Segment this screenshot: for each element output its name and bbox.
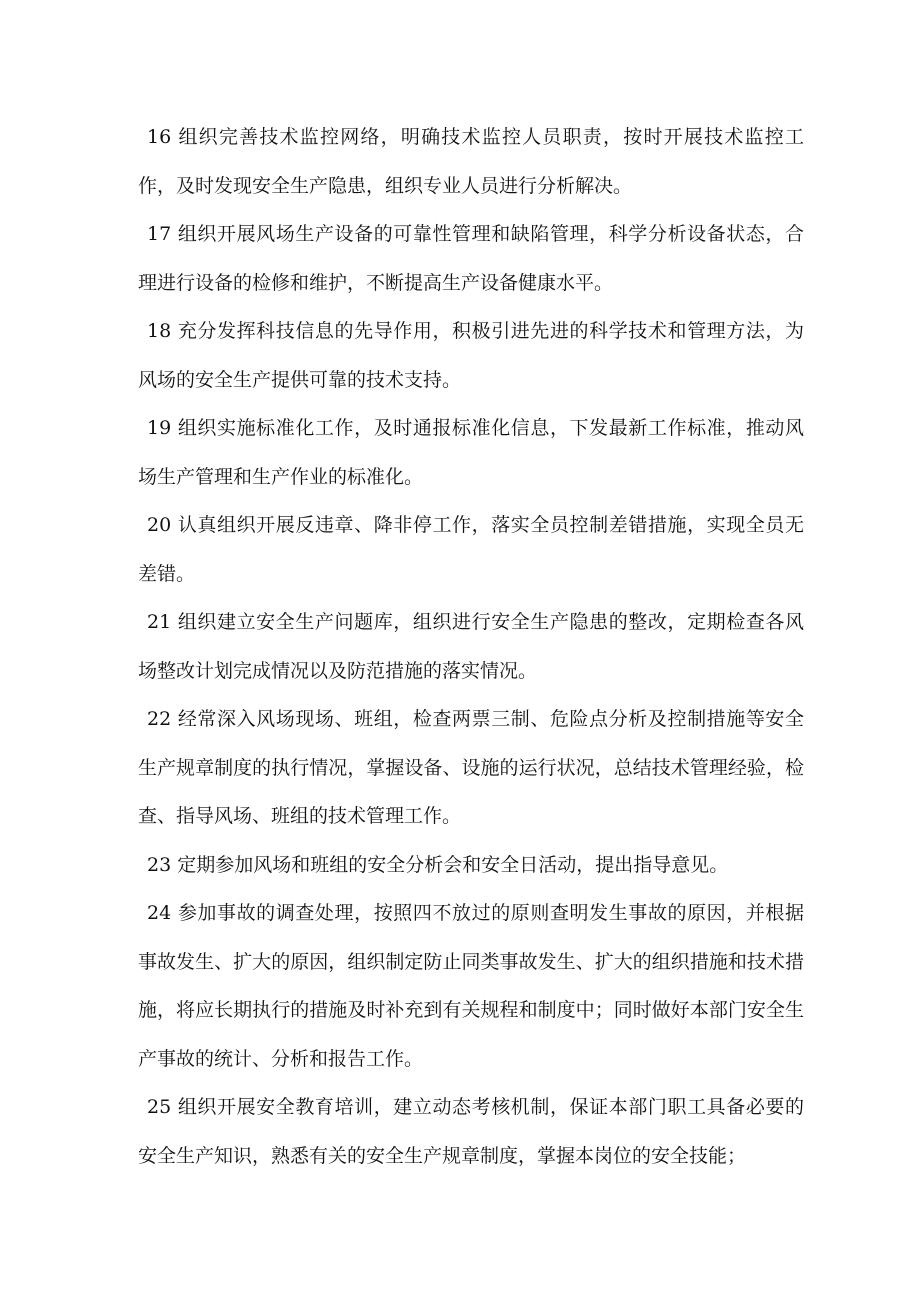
paragraph-19	[138, 404, 804, 501]
item-number: 20	[147, 514, 172, 536]
item-text: 组织开展安全教育培训，建立动态考核机制，保证本部门职工具备必要的安全生产知识，熟悉有关的安全生产规章制度，掌握本岗位的安全技能；	[138, 1096, 804, 1167]
item-text: 认真组织开展反违章、降非停工作，落实全员控制差错措施，实现全员无差错。	[138, 514, 804, 585]
item-text: 组织建立安全生产问题库，组织进行安全生产隐患的整改，定期检查各风场整改计划完成情况以及防范措施的落实情况。	[138, 611, 804, 682]
item-text: 经常深入风场现场、班组，检查两票三制、危险点分析及控制措施等安全生产规章制度的执行情况，掌握设备、设施的运行状况，总结技术管理经验，检查、指导风场、班组的技术管理工作。	[138, 708, 804, 827]
paragraph-17	[138, 210, 804, 307]
item-text: 组织实施标准化工作，及时通报标准化信息，下发最新工作标准，推动风场生产管理和生产作业的标准化。	[138, 417, 804, 488]
item-number: 17	[147, 223, 172, 245]
item-text: 充分发挥科技信息的先导作用，积极引进先进的科学技术和管理方法，为风场的安全生产提供可靠的技术支持。	[138, 320, 804, 391]
paragraph-23	[138, 841, 804, 890]
item-number: 18	[147, 320, 172, 342]
paragraph-21	[138, 598, 804, 695]
item-number: 25	[147, 1096, 172, 1118]
item-number: 19	[147, 417, 172, 439]
item-text: 参加事故的调查处理，按照四不放过的原则查明发生事故的原因，并根据事故发生、扩大的原因，组织制定防止同类事故发生、扩大的组织措施和技术措施，将应长期执行的措施及时补充到有关规程和制度中；同时做好本部门安全生产事故的统计、分析和报告工作。	[138, 902, 804, 1070]
paragraph-20	[138, 501, 804, 598]
item-text: 定期参加风场和班组的安全分析会和安全日活动，提出指导意见。	[177, 853, 729, 876]
item-number: 23	[147, 853, 172, 876]
item-number: 22	[147, 708, 172, 730]
item-number: 21	[147, 611, 172, 633]
item-number: 16	[147, 126, 172, 148]
paragraph-24	[138, 889, 804, 1083]
item-text: 组织开展风场生产设备的可靠性管理和缺陷管理，科学分析设备状态，合理进行设备的检修和维护，不断提高生产设备健康水平。	[138, 223, 804, 294]
paragraph-25	[138, 1083, 804, 1180]
paragraph-16	[138, 113, 804, 210]
item-number: 24	[147, 902, 172, 924]
paragraph-18	[138, 307, 804, 404]
item-text: 组织完善技术监控网络，明确技术监控人员职责，按时开展技术监控工作，及时发现安全生产隐患，组织专业人员进行分析解决。	[138, 126, 804, 197]
paragraph-22	[138, 695, 804, 841]
document-body	[138, 113, 804, 1180]
